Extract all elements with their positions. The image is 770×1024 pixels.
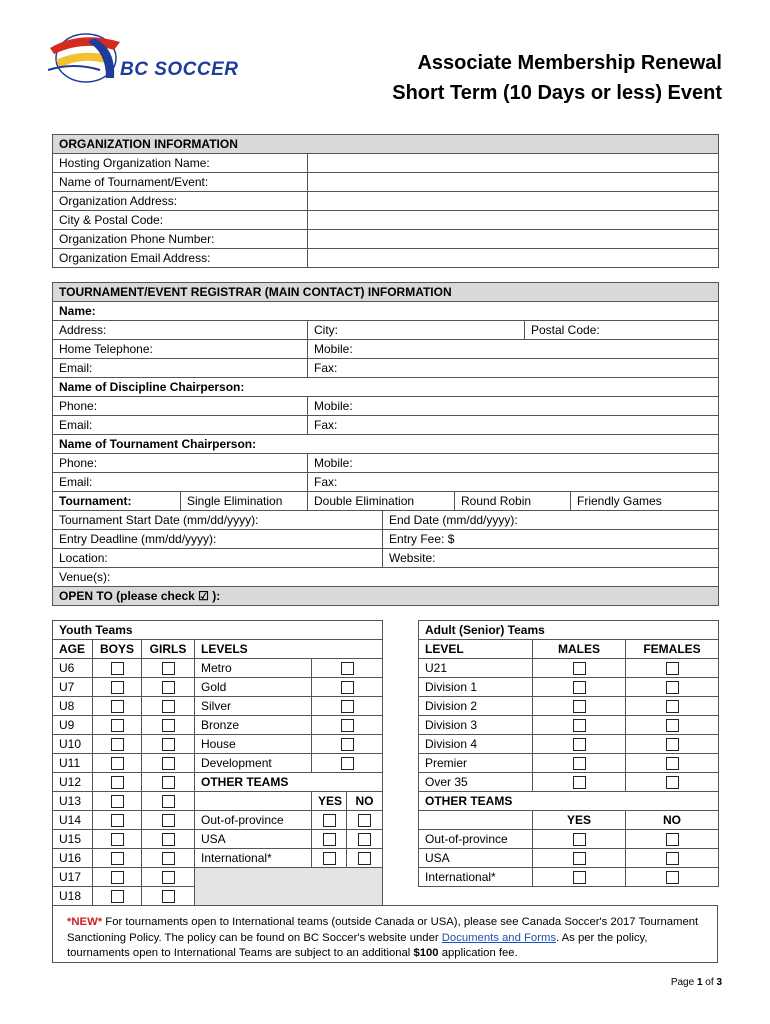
registrar-email-field[interactable]: Email:: [53, 359, 308, 378]
page-total: 3: [716, 977, 722, 988]
adult-no-header: NO: [626, 811, 719, 830]
adult-other-label: Out-of-province: [419, 830, 533, 849]
level-label: Gold: [195, 678, 312, 697]
checkbox-girls-u7[interactable]: [162, 681, 175, 694]
checkbox-females-div2[interactable]: [666, 700, 679, 713]
youth-teams-table: [52, 620, 383, 906]
level-label: Bronze: [195, 716, 312, 735]
checkbox-boys-u8[interactable]: [111, 700, 124, 713]
website-field[interactable]: Website:: [383, 549, 719, 568]
checkbox-girls-u13[interactable]: [162, 795, 175, 808]
end-date-field[interactable]: End Date (mm/dd/yyyy):: [383, 511, 719, 530]
checkbox-girls-u16[interactable]: [162, 852, 175, 865]
page-mid: of: [702, 977, 717, 988]
youth-blank-area: [195, 868, 383, 906]
checkbox-boys-u16[interactable]: [111, 852, 124, 865]
page-title: [392, 48, 722, 108]
checkbox-girls-u17[interactable]: [162, 871, 175, 884]
adult-level-label: Division 2: [419, 697, 533, 716]
checkbox-youth-intl-no[interactable]: [358, 852, 371, 865]
youth-other-teams-header: OTHER TEAMS: [195, 773, 383, 792]
checkbox-girls-u11[interactable]: [162, 757, 175, 770]
discipline-chair-field[interactable]: Name of Discipline Chairperson:: [53, 378, 719, 397]
tournament-type-label: Tournament:: [53, 492, 181, 511]
checkbox-males-div4[interactable]: [573, 738, 586, 751]
level-label: House: [195, 735, 312, 754]
checkbox-boys-u18[interactable]: [111, 890, 124, 903]
adult-teams-title: Adult (Senior) Teams: [419, 621, 719, 640]
adult-other-label: International*: [419, 868, 533, 887]
youth-yes-header: YES: [312, 792, 347, 811]
checkbox-females-over35[interactable]: [666, 776, 679, 789]
males-header: MALES: [533, 640, 626, 659]
org-input-phone[interactable]: [308, 230, 719, 249]
checkbox-males-over35[interactable]: [573, 776, 586, 789]
checkbox-boys-u6[interactable]: [111, 662, 124, 675]
checkbox-adult-oop-yes[interactable]: [573, 833, 586, 846]
youth-other-label: USA: [195, 830, 312, 849]
registrar-fax-field[interactable]: Fax:: [308, 359, 719, 378]
checkbox-females-premier[interactable]: [666, 757, 679, 770]
checkbox-adult-intl-yes[interactable]: [573, 871, 586, 884]
checkbox-adult-intl-no[interactable]: [666, 871, 679, 884]
registrar-mobile-field[interactable]: Mobile:: [308, 340, 719, 359]
org-label-city: City & Postal Code:: [53, 211, 308, 230]
org-label-hosting: Hosting Organization Name:: [53, 154, 308, 173]
checkbox-girls-u12[interactable]: [162, 776, 175, 789]
youth-other-label: Out-of-province: [195, 811, 312, 830]
discipline-email-field[interactable]: Email:: [53, 416, 308, 435]
org-label-phone: Organization Phone Number:: [53, 230, 308, 249]
org-label-email: Organization Email Address:: [53, 249, 308, 268]
checkbox-girls-u6[interactable]: [162, 662, 175, 675]
org-input-hosting[interactable]: [308, 154, 719, 173]
checkbox-level-metro[interactable]: [341, 662, 354, 675]
checkbox-youth-usa-no[interactable]: [358, 833, 371, 846]
venues-field[interactable]: Venue(s):: [53, 568, 719, 587]
checkbox-adult-oop-no[interactable]: [666, 833, 679, 846]
org-label-address: Organization Address:: [53, 192, 308, 211]
new-badge: *NEW*: [67, 916, 103, 928]
age-label: U13: [53, 792, 93, 811]
entry-deadline-field[interactable]: Entry Deadline (mm/dd/yyyy):: [53, 530, 383, 549]
checkbox-females-u21[interactable]: [666, 662, 679, 675]
international-policy-note: [52, 905, 718, 963]
checkbox-youth-usa-yes[interactable]: [323, 833, 336, 846]
registrar-address-field[interactable]: Address:: [53, 321, 308, 340]
age-label: U17: [53, 868, 93, 887]
age-label: U6: [53, 659, 93, 678]
checkbox-males-div3[interactable]: [573, 719, 586, 732]
adult-other-teams-header: OTHER TEAMS: [419, 792, 719, 811]
registrar-city-field[interactable]: City:: [308, 321, 525, 340]
youth-teams-title: Youth Teams: [53, 621, 383, 640]
adult-level-label: Over 35: [419, 773, 533, 792]
open-to-header: OPEN TO (please check ☑ ):: [53, 587, 719, 606]
registrar-home-tel-field[interactable]: Home Telephone:: [53, 340, 308, 359]
registrar-info-table: [52, 282, 719, 606]
checkbox-females-div4[interactable]: [666, 738, 679, 751]
level-label: Silver: [195, 697, 312, 716]
chair-fax-field[interactable]: Fax:: [308, 473, 719, 492]
adult-teams-table: [418, 620, 719, 887]
chair-email-field[interactable]: Email:: [53, 473, 308, 492]
youth-no-header: NO: [347, 792, 383, 811]
checkbox-girls-u10[interactable]: [162, 738, 175, 751]
org-label-tournament: Name of Tournament/Event:: [53, 173, 308, 192]
page-prefix: Page: [670, 977, 697, 988]
checkbox-youth-intl-yes[interactable]: [323, 852, 336, 865]
chair-phone-field[interactable]: Phone:: [53, 454, 308, 473]
type-round-robin[interactable]: Round Robin: [455, 492, 571, 511]
checkbox-boys-u7[interactable]: [111, 681, 124, 694]
checkbox-boys-u14[interactable]: [111, 814, 124, 827]
checkbox-level-development[interactable]: [341, 757, 354, 770]
tournament-chair-field[interactable]: Name of Tournament Chairperson:: [53, 435, 719, 454]
org-input-tournament[interactable]: [308, 173, 719, 192]
checkbox-boys-u17[interactable]: [111, 871, 124, 884]
entry-fee-field[interactable]: Entry Fee: $: [383, 530, 719, 549]
type-double-elimination[interactable]: Double Elimination: [308, 492, 455, 511]
note-text-1: For tournaments open to International teams (outside Canada or USA), please see Canada Soccer's 2017 Tournament Sanctioning Policy. The policy can be found on BC Soccer's website under: [67, 916, 699, 944]
checkbox-youth-oop-yes[interactable]: [323, 814, 336, 827]
adult-level-label: Premier: [419, 754, 533, 773]
checkbox-level-silver[interactable]: [341, 700, 354, 713]
discipline-mobile-field[interactable]: Mobile:: [308, 397, 719, 416]
level-label: Metro: [195, 659, 312, 678]
checkbox-males-div2[interactable]: [573, 700, 586, 713]
discipline-fax-field[interactable]: Fax:: [308, 416, 719, 435]
location-field[interactable]: Location:: [53, 549, 383, 568]
type-friendly-games[interactable]: Friendly Games: [571, 492, 719, 511]
boys-header: BOYS: [93, 640, 142, 659]
registrar-postal-field[interactable]: Postal Code:: [525, 321, 719, 340]
fee-amount: $100: [413, 947, 439, 959]
registrar-name-field[interactable]: Name:: [53, 302, 719, 321]
note-text-2: . As per the policy, tournaments open to International Teams are subject to an additional: [67, 931, 648, 959]
checkbox-boys-u13[interactable]: [111, 795, 124, 808]
discipline-phone-field[interactable]: Phone:: [53, 397, 308, 416]
start-date-field[interactable]: Tournament Start Date (mm/dd/yyyy):: [53, 511, 383, 530]
age-label: U8: [53, 697, 93, 716]
adult-yes-header: YES: [533, 811, 626, 830]
title-line-2: Short Term (10 Days or less) Event: [392, 82, 722, 104]
organization-info-table: [52, 134, 719, 268]
chair-mobile-field[interactable]: Mobile:: [308, 454, 719, 473]
title-line-1: Associate Membership Renewal: [417, 52, 722, 74]
youth-other-label: International*: [195, 849, 312, 868]
age-label: U14: [53, 811, 93, 830]
adult-level-label: U21: [419, 659, 533, 678]
age-label: U11: [53, 754, 93, 773]
org-input-email[interactable]: [308, 249, 719, 268]
adult-level-label: Division 1: [419, 678, 533, 697]
checkbox-boys-u15[interactable]: [111, 833, 124, 846]
level-label: Development: [195, 754, 312, 773]
age-label: U15: [53, 830, 93, 849]
age-label: U12: [53, 773, 93, 792]
checkbox-girls-u9[interactable]: [162, 719, 175, 732]
note-text-3: application fee.: [438, 947, 518, 959]
checkbox-females-div1[interactable]: [666, 681, 679, 694]
page-current: 1: [696, 977, 703, 988]
age-label: U18: [53, 887, 93, 906]
checkbox-level-house[interactable]: [341, 738, 354, 751]
type-single-elimination[interactable]: Single Elimination: [181, 492, 308, 511]
logo-wordmark: BC SOCCER: [120, 59, 239, 80]
org-input-city[interactable]: [308, 211, 719, 230]
documents-forms-link[interactable]: Documents and Forms: [441, 931, 557, 944]
checkbox-boys-u12[interactable]: [111, 776, 124, 789]
checkbox-females-div3[interactable]: [666, 719, 679, 732]
checkbox-males-u21[interactable]: [573, 662, 586, 675]
registrar-header: TOURNAMENT/EVENT REGISTRAR (MAIN CONTACT) INFORMATION: [53, 283, 719, 302]
org-header: ORGANIZATION INFORMATION: [53, 135, 719, 154]
checkbox-males-premier[interactable]: [573, 757, 586, 770]
adult-level-header: LEVEL: [419, 640, 533, 659]
bc-soccer-logo: [44, 26, 254, 90]
page-number: [671, 977, 722, 988]
checkbox-adult-usa-no[interactable]: [666, 852, 679, 865]
checkbox-girls-u18[interactable]: [162, 890, 175, 903]
checkbox-youth-oop-no[interactable]: [358, 814, 371, 827]
checkbox-level-bronze[interactable]: [341, 719, 354, 732]
checkbox-girls-u15[interactable]: [162, 833, 175, 846]
checkbox-level-gold[interactable]: [341, 681, 354, 694]
checkbox-girls-u14[interactable]: [162, 814, 175, 827]
org-input-address[interactable]: [308, 192, 719, 211]
adult-level-label: Division 4: [419, 735, 533, 754]
checkbox-boys-u11[interactable]: [111, 757, 124, 770]
age-label: U16: [53, 849, 93, 868]
age-label: U10: [53, 735, 93, 754]
adult-level-label: Division 3: [419, 716, 533, 735]
age-label: U7: [53, 678, 93, 697]
checkbox-males-div1[interactable]: [573, 681, 586, 694]
levels-header: LEVELS: [195, 640, 383, 659]
adult-other-label: USA: [419, 849, 533, 868]
girls-header: GIRLS: [142, 640, 195, 659]
age-label: U9: [53, 716, 93, 735]
checkbox-girls-u8[interactable]: [162, 700, 175, 713]
females-header: FEMALES: [626, 640, 719, 659]
checkbox-boys-u10[interactable]: [111, 738, 124, 751]
checkbox-adult-usa-yes[interactable]: [573, 852, 586, 865]
age-header: AGE: [53, 640, 93, 659]
checkbox-boys-u9[interactable]: [111, 719, 124, 732]
